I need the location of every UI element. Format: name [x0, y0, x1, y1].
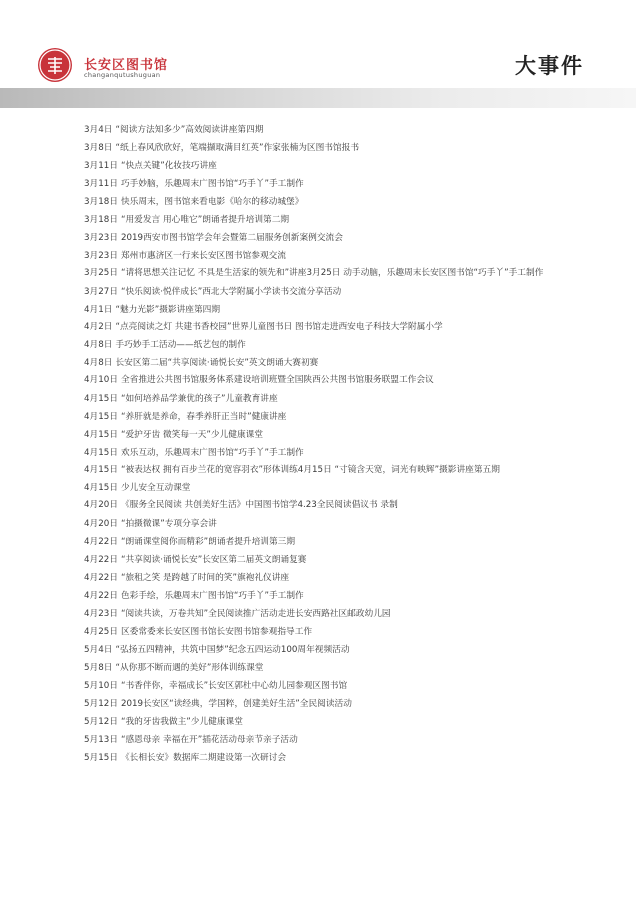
event-item [84, 175, 574, 193]
event-text: 区委常委来长安区图书馆长安图书馆参观指导工作 [120, 626, 313, 637]
event-date: 5月10日 [84, 680, 118, 691]
event-text: 《长相长安》数据库二期建设第一次研讨会 [120, 752, 287, 763]
event-text: “我的牙齿我做主”少儿健康课堂 [120, 716, 243, 727]
event-date: 4月15日 [84, 464, 118, 475]
header-band [0, 88, 636, 108]
event-item [84, 605, 574, 623]
event-text: 色彩手绘，乐趣周末广图书馆“巧手丫”手工制作 [120, 590, 304, 601]
event-date: 3月23日 [84, 251, 118, 261]
event-text: 快乐周末，图书馆来看电影《哈尔的移动城堡》 [120, 197, 304, 207]
library-logo-icon [38, 48, 72, 82]
library-logo-text: 长安区图书馆 [84, 58, 169, 73]
event-text: “快点关键”化妆技巧讲座 [120, 161, 217, 171]
event-text: “朗诵课堂阅你而精彩”朗诵者提升培训第三期 [120, 536, 296, 547]
event-text: “书香伴你，幸福成长”长安区郭杜中心幼儿园参观区图书馆 [120, 680, 348, 691]
event-date: 3月27日 [84, 286, 118, 297]
event-item [84, 301, 574, 319]
event-date: 4月10日 [84, 375, 118, 385]
event-item [84, 229, 574, 247]
event-date: 4月15日 [84, 411, 118, 422]
event-item [84, 569, 574, 587]
event-text: “魅力光影”摄影讲座第四期 [115, 304, 221, 315]
event-text: 巧手妙脑，乐趣周末广图书馆“巧手丫”手工制作 [120, 179, 304, 189]
event-date: 4月22日 [84, 572, 118, 583]
event-text: 2019长安区“读经典，学国粹，创建美好生活”全民阅读活动 [120, 698, 352, 709]
event-item [84, 497, 574, 515]
event-item [84, 157, 574, 175]
event-item [84, 139, 574, 157]
event-item [84, 247, 574, 265]
event-text: “爱护牙齿 微笑每一天”少儿健康课堂 [120, 429, 264, 440]
event-text: 2019西安市图书馆学会年会暨第二届服务创新案例交流会 [120, 233, 343, 243]
event-text: 长安区第二届“共享阅读·诵悦长安”英文朗诵大赛初赛 [115, 358, 319, 368]
event-text: “共享阅读·诵悦长安”长安区第二届英文朗诵复赛 [120, 554, 307, 565]
event-item [84, 211, 574, 229]
event-item [84, 641, 574, 659]
event-date: 5月8日 [84, 662, 113, 673]
event-item [84, 193, 574, 211]
event-date: 5月15日 [84, 752, 118, 763]
event-date: 5月12日 [84, 716, 118, 727]
event-text: “养肝就是养命，春季养肝正当时”健康讲座 [120, 411, 287, 422]
event-item [84, 336, 574, 354]
event-item [84, 426, 574, 444]
page-header [0, 0, 636, 110]
event-date: 4月8日 [84, 340, 113, 350]
event-date: 4月15日 [84, 393, 118, 404]
event-text: 少儿安全互动课堂 [120, 483, 191, 493]
event-date: 3月8日 [84, 143, 113, 153]
event-text: “弘扬五四精神，共筑中国梦”纪念五四运动100周年视频活动 [115, 644, 350, 655]
event-date: 4月1日 [84, 304, 113, 315]
event-date: 4月15日 [84, 447, 118, 458]
event-date: 4月22日 [84, 536, 118, 547]
event-text: “用爱发言 用心唯它”朗诵者提升培训第二期 [120, 215, 290, 225]
event-text: “快乐阅读·悦伴成长”西北大学附属小学读书交流分享活动 [120, 286, 342, 297]
event-item [84, 695, 574, 713]
event-item [84, 408, 574, 426]
event-item [84, 659, 574, 677]
event-date: 4月20日 [84, 518, 118, 529]
event-item [84, 713, 574, 731]
event-date: 4月22日 [84, 554, 118, 565]
event-item [84, 731, 574, 749]
event-date: 3月18日 [84, 197, 118, 207]
event-text: 全省推进公共图书馆服务体系建设培训班暨全国陕西公共图书馆服务联盟工作会议 [120, 375, 434, 385]
event-item [84, 623, 574, 641]
event-item [84, 354, 574, 372]
event-item [84, 533, 574, 551]
library-logo-pinyin: changanqutushuguan [84, 71, 161, 79]
event-date: 4月2日 [84, 321, 113, 332]
event-date: 5月13日 [84, 734, 118, 745]
event-text: “纸上春风欣欣好，笔端撷取满目红英”作家张楠为区图书馆报书 [115, 143, 360, 153]
event-text: 手巧妙手工活动——纸艺包的制作 [115, 340, 246, 350]
event-item [84, 121, 574, 139]
event-item [84, 515, 574, 533]
event-text: “如何培养品学兼优的孩子”儿童教育讲座 [120, 393, 278, 404]
event-item [84, 283, 574, 301]
event-item [84, 390, 574, 408]
event-item [84, 479, 574, 497]
event-text: 郑州市惠济区一行来长安区图书馆参观交流 [120, 251, 287, 261]
event-item [84, 265, 574, 283]
event-item [84, 462, 574, 480]
event-list [84, 121, 574, 767]
event-date: 3月11日 [84, 179, 118, 189]
event-date: 3月25日 [84, 268, 118, 278]
event-text: “被表达权 拥有百步兰花的宽容羽衣”形体训练4月15日 “寸镜含天宽，词光有映辉”摄影讲座第五期 [120, 464, 500, 475]
event-date: 4月25日 [84, 626, 118, 637]
event-text: “阅读共读，万卷共知”全民阅读推广活动走进长安西路社区邮政幼儿园 [120, 608, 391, 619]
event-item [84, 551, 574, 569]
event-item [84, 587, 574, 605]
event-date: 4月23日 [84, 608, 118, 619]
page-title: 大事件 [515, 54, 584, 78]
event-text: “阅读方法知多少”高效阅读讲座第四期 [115, 125, 264, 135]
event-text: “点亮阅读之灯 共建书香校园”世界儿童图书日 图书馆走进西安电子科技大学附属小学 [115, 321, 443, 332]
event-date: 4月15日 [84, 429, 118, 440]
event-text: “从你那不断而遇的美好”形体训练课堂 [115, 662, 264, 673]
event-text: “感恩母亲 幸福在开”插花活动母亲节亲子活动 [120, 734, 298, 745]
event-text: 《服务全民阅读 共创美好生活》中国图书馆学4.23全民阅读倡议书 录制 [120, 500, 398, 510]
event-date: 3月11日 [84, 161, 118, 171]
event-item [84, 319, 574, 337]
event-date: 3月4日 [84, 125, 113, 135]
event-text: “旅租之笑 是跨越了时间的笑”旗袍礼仪讲座 [120, 572, 290, 583]
event-text: 欢乐互动，乐趣周末广图书馆“巧手丫”手工制作 [120, 447, 304, 458]
event-date: 5月12日 [84, 698, 118, 709]
event-text: “拍摄微课”专项分享会讲 [120, 518, 217, 529]
event-item [84, 444, 574, 462]
event-date: 4月20日 [84, 500, 118, 510]
event-item [84, 749, 574, 767]
event-item [84, 372, 574, 390]
event-date: 3月18日 [84, 215, 118, 225]
event-date: 5月4日 [84, 644, 113, 655]
event-text: “请将思想关注记忆 不具是生活家的领先和”讲座3月25日 动手动脑，乐趣周末长安区图书馆“巧手丫”手工制作 [120, 268, 544, 278]
event-date: 4月8日 [84, 358, 113, 368]
event-date: 4月22日 [84, 590, 118, 601]
event-item [84, 677, 574, 695]
event-date: 3月23日 [84, 233, 118, 243]
event-date: 4月15日 [84, 483, 118, 493]
